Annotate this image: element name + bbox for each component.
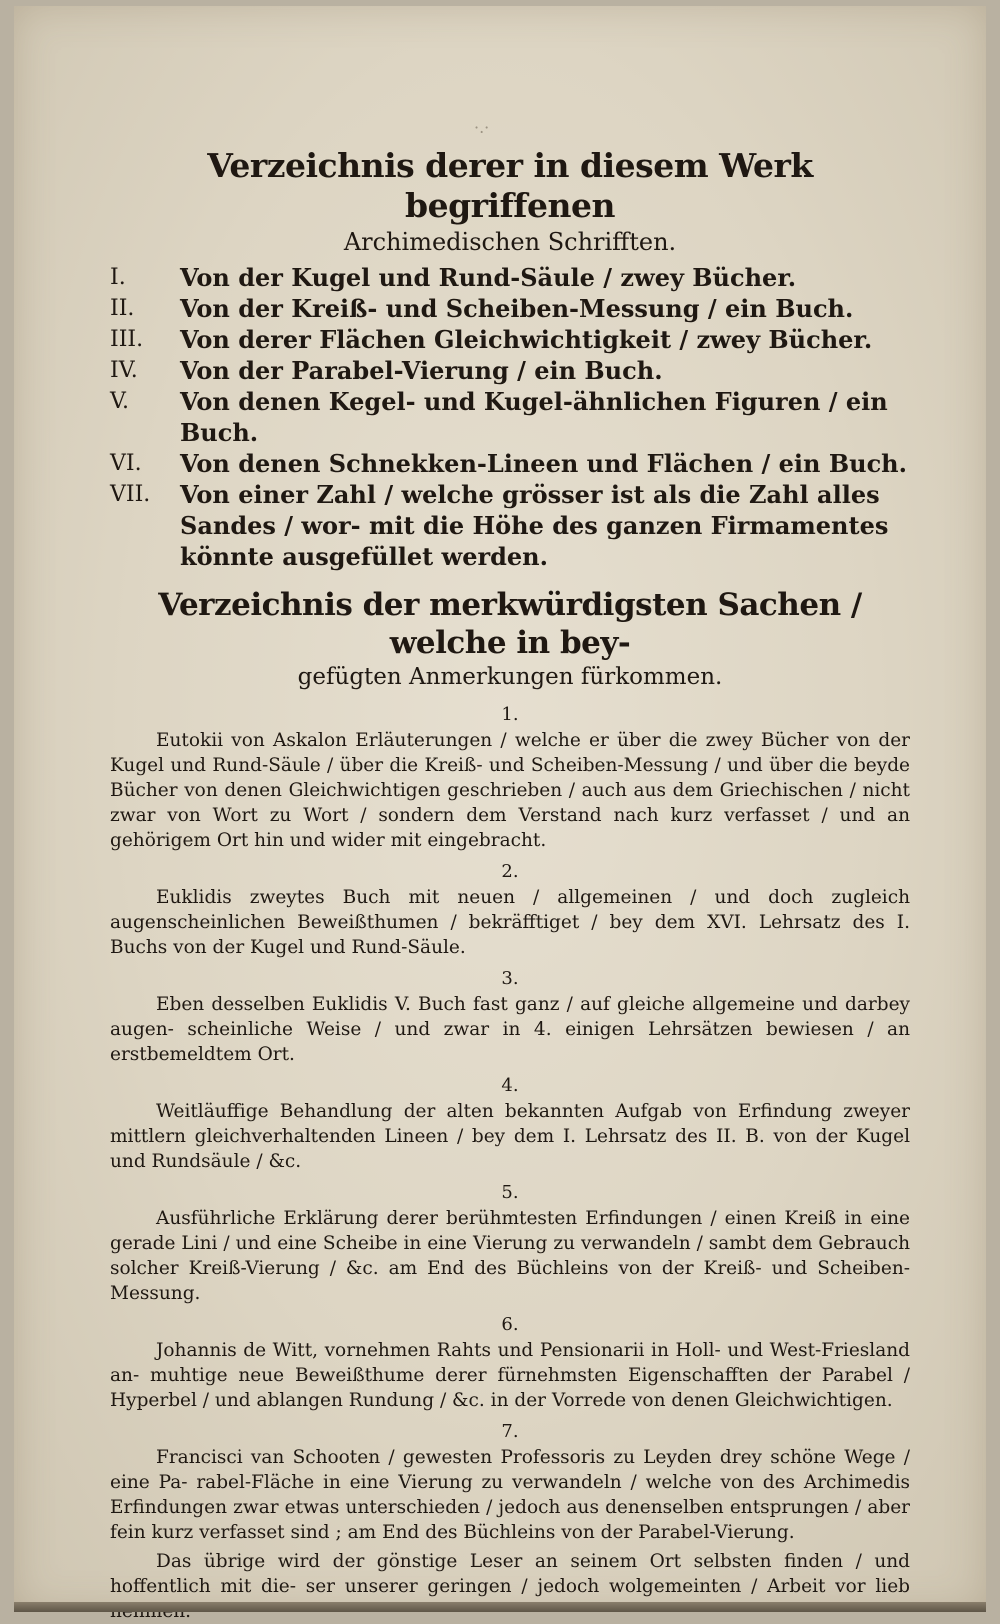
- entry-number: 7.: [501, 1421, 519, 1442]
- list-item: [110, 479, 910, 572]
- work-title: Von der Kugel und Rund-Säule / zwey Bücher.: [180, 263, 797, 292]
- list-item: [110, 386, 910, 448]
- notes-heading: Verzeichnis der merkwürdigsten Sachen / welche in bey-: [158, 587, 862, 661]
- list-item: [110, 293, 910, 324]
- work-number: III.: [110, 327, 144, 352]
- entry-number: 4.: [501, 1075, 519, 1096]
- work-title: Von einer Zahl / welche grösser ist als die Zahl alles Sandes / wor- mit die Höhe des ganzen Firmamentes könnte ausgefüllet werden.: [180, 480, 889, 571]
- entry-text: Euklidis zweytes Buch mit neuen / allgemeinen / und doch zugleich augenscheinlichen Beweißthumen / bekräfftiget / bey dem XVI. Lehrsatz des I. Buchs von der Kugel und Rund-Säule.: [110, 887, 910, 958]
- page-edge: [14, 1602, 986, 1612]
- works-list: [110, 262, 910, 572]
- entry-text: Eben desselben Euklidis V. Buch fast ganz / auf gleiche allgemeine und darbey augen- scheinliche Weise / und zwar in 4. einigen Lehrsätzen bewiesen / an erstbemeldtem Ort.: [110, 994, 910, 1065]
- work-number: I.: [110, 265, 126, 290]
- work-number: V.: [110, 389, 130, 414]
- entry-number: 6.: [501, 1314, 519, 1335]
- work-title: Von denen Kegel- und Kugel-ähnlichen Figuren / ein Buch.: [180, 387, 888, 447]
- list-item: [110, 448, 910, 479]
- list-item: [110, 355, 910, 386]
- entry-number: 1.: [501, 704, 519, 725]
- list-item: [110, 262, 910, 293]
- entry-text: Francisci van Schooten / gewesten Professoris zu Leyden drey schöne Wege / eine Pa- rabel-Fläche in eine Vierung zu verwandeln / welche von des Archimedis Erfindungen zwar etwas unterschieden / jedoch aus denenselben entsprungen / aber fein kurz verfasset sind ; am End des Büchleins von der Parabel-Vierung.: [110, 1447, 910, 1543]
- work-number: VII.: [110, 482, 151, 507]
- work-title: Von derer Flächen Gleichwichtigkeit / zwey Bücher.: [180, 325, 873, 354]
- work-number: II.: [110, 296, 135, 321]
- work-number: IV.: [110, 358, 138, 383]
- work-title: Von der Kreiß- und Scheiben-Messung / ein Buch.: [180, 294, 854, 323]
- works-subheading: Archimedischen Schrifften.: [343, 228, 677, 256]
- header-ornament: ·.·: [474, 118, 490, 137]
- page-content: [110, 146, 910, 1624]
- entry-text: Johannis de Witt, vornehmen Rahts und Pensionarii in Holl- und West-Friesland an- muhtige neue Beweißthume derer fürnehmsten Eigenschafften der Parabel / Hyperbel / und ablangen Rundung / &c. in der Vorrede von denen Gleichwichtigen.: [110, 1340, 910, 1411]
- list-item: [110, 324, 910, 355]
- entry-text: Ausführliche Erklärung derer berühmtesten Erfindungen / einen Kreiß in eine gerade Lini / und eine Scheibe in eine Vierung zu verwandeln / sambt dem Gebrauch solcher Kreiß-Vierung / &c. am End des Büchleins von der Kreiß- und Scheiben-Messung.: [110, 1208, 910, 1304]
- entry-number: 5.: [501, 1182, 519, 1203]
- entry-number: 2.: [501, 861, 519, 882]
- work-title: Von der Parabel-Vierung / ein Buch.: [180, 356, 663, 385]
- works-heading: Verzeichnis derer in diesem Werk begriffenen: [207, 146, 813, 225]
- work-number: VI.: [110, 451, 142, 476]
- entry-text: Weitläuffige Behandlung der alten bekannten Aufgab von Erfindung zweyer mittlern gleichverhaltenden Lineen / bey dem I. Lehrsatz des II. B. von der Kugel und Rundsäule / &c.: [110, 1101, 910, 1172]
- entry-text: Eutokii von Askalon Erläuterungen / welche er über die zwey Bücher von der Kugel und Rund-Säule / über die Kreiß- und Scheiben-Messung / und über die beyde Bücher von denen Gleichwichtigen geschrieben / auch aus dem Griechischen / nicht zwar von Wort zu Wort / sondern dem Verstand nach kurz verfasset / und an gehörigem Ort hin und wider mit eingebracht.: [110, 730, 910, 851]
- notes-subheading: gefügten Anmerkungen fürkommen.: [297, 664, 723, 690]
- closing-paragraph: Das übrige wird der gönstige Leser an seinem Ort selbsten finden / und hoffentlich mit die- ser unserer geringen / jedoch wolgemeinten / Arbeit vor lieb: [110, 1551, 910, 1597]
- work-title: Von denen Schnekken-Lineen und Flächen / ein Buch.: [180, 449, 907, 478]
- entry-number: 3.: [501, 968, 519, 989]
- page: [14, 6, 986, 1612]
